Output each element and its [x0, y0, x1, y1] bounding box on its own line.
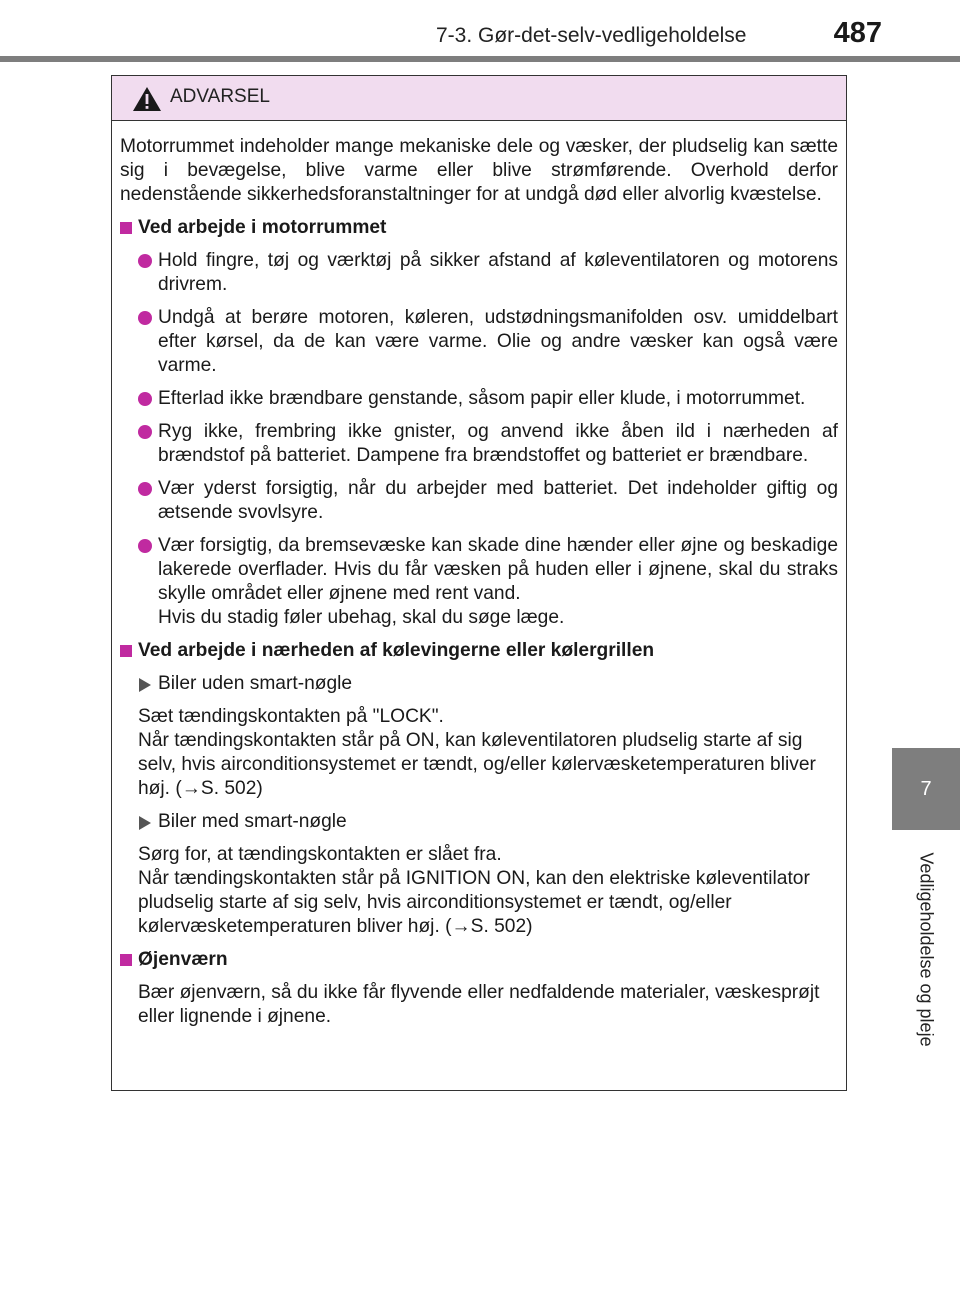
list-item: Undgå at berøre motoren, køleren, udstødningsmanifolden osv. umiddelbart efter kørsel, da de kan være varme. Olie og andre væsker kan også være varme. [120, 306, 838, 378]
bullet-dot-icon [138, 392, 152, 406]
bullet-dot-icon [138, 254, 152, 268]
section-heading-engine: Ved arbejde i motorrummet [120, 216, 838, 240]
warning-header [112, 76, 846, 121]
section-square-icon [120, 222, 132, 234]
list-item: Hold fingre, tøj og værktøj på sikker afstand af køleventilatoren og motorens drivrem. [120, 249, 838, 297]
triangle-arrow-icon [139, 816, 151, 830]
bullet-dot-icon [138, 539, 152, 553]
bullet-dot-icon [138, 425, 152, 439]
header-divider [0, 56, 960, 62]
warning-content [112, 121, 846, 1029]
page-number: 487 [833, 17, 882, 49]
list-item: Efterlad ikke brændbare genstande, såsom papir eller klude, i motorrummet. [120, 387, 838, 411]
list-item: Ryg ikke, frembring ikke gnister, og anvend ikke åben ild i nærheden af brændstof på batteriet. Dampene fra brændstoffet og batteriet er brændbare. [120, 420, 838, 468]
warning-title: ADVARSEL [170, 86, 270, 107]
eye-protection-text: Bær øjenværn, så du ikke får flyvende eller nedfaldende materialer, væskesprøjt eller lignende i øjnene. [138, 982, 820, 1027]
chapter-tab [892, 748, 960, 830]
chapter-label: Vedligeholdelse og pleje [916, 851, 937, 1047]
warning-box [111, 75, 847, 1091]
case-label-smart-key: Biler med smart-nøgle [120, 810, 838, 834]
section-title: 7-3. Gør-det-selv-vedligeholdelse [436, 24, 747, 47]
chapter-number: 7 [920, 777, 932, 800]
chapter-label-container [892, 834, 960, 1064]
section-heading-radiator: Ved arbejde i nærheden af kølevingerne eller kølergrillen [120, 639, 838, 663]
case-label-no-smart-key: Biler uden smart-nøgle [120, 672, 838, 696]
warning-triangle-icon [132, 86, 162, 112]
bullet-dot-icon [138, 482, 152, 496]
case-text-no-smart-key: Sæt tændingskontakten på "LOCK". Når tændingskontakten står på ON, kan køleventilatoren pludselig starte af sig selv, hvis airconditionsystemet er tændt, og/eller kølervæsketemperaturen bliver høj. (→S. 502) [138, 706, 816, 799]
case-text-smart-key: Sørg for, at tændingskontakten er slået fra. Når tændingskontakten står på IGNITION ON, kan den elektriske køleventilator pludselig starte af sig selv, hvis airconditionsystemet er tændt, og/eller kølervæsketemperaturen bliver høj. (→S. 502) [138, 844, 810, 937]
section-heading-eye-protection: Øjenværn [120, 948, 838, 972]
warning-intro: Motorrummet indeholder mange mekaniske dele og væsker, der pludselig kan sætte sig i bevægelse, blive varme eller blive strømførende. Overhold derfor nedenstående sikkerhedsforanstaltninger for at undgå død eller alvorlig kvæstelse. [120, 136, 838, 205]
list-item: Vær yderst forsigtig, når du arbejder med batteriet. Det indeholder giftig og ætsende svovlsyre. [120, 477, 838, 525]
triangle-arrow-icon [139, 678, 151, 692]
list-item: Vær forsigtig, da bremsevæske kan skade dine hænder eller øjne og beskadige lakerede overflader. Hvis du får væsken på huden eller i øjnene, skal du straks skylle området eller øjnene med rent vand. Hvis du stadig føler ubehag, skal du søge læge. [120, 534, 838, 630]
section-square-icon [120, 954, 132, 966]
bullet-extra-line: Hvis du stadig føler ubehag, skal du søge læge. [158, 607, 565, 628]
section-square-icon [120, 645, 132, 657]
bullet-dot-icon [138, 311, 152, 325]
